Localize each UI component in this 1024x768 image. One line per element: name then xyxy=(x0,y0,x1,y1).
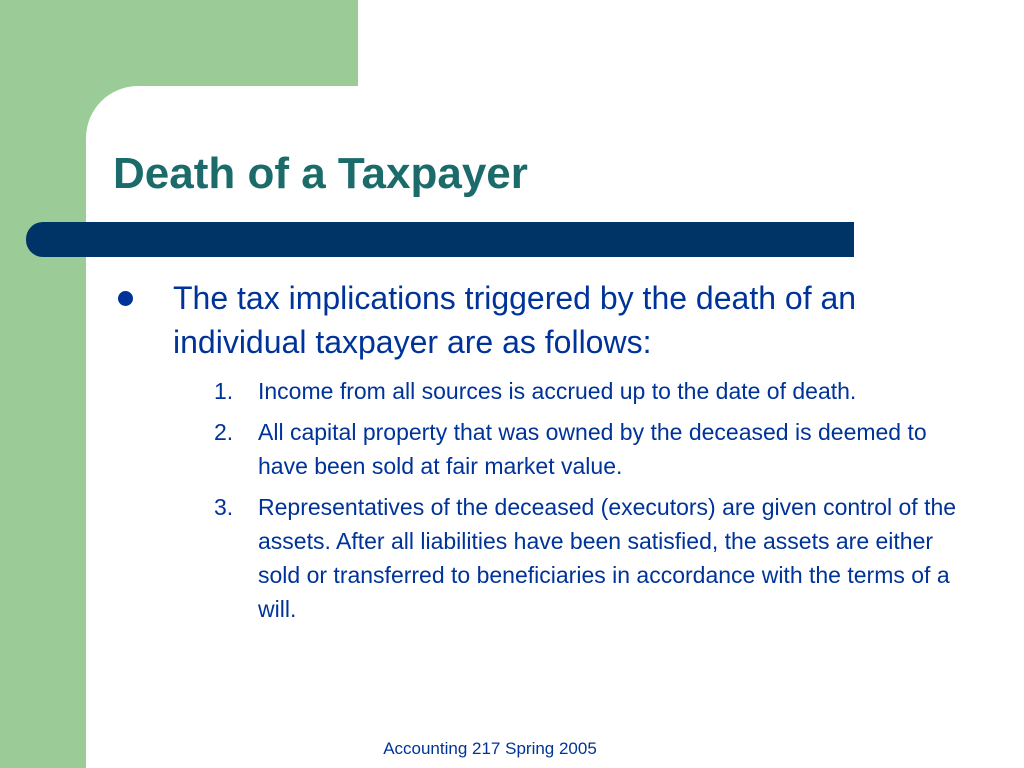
slide-title: Death of a Taxpayer xyxy=(113,149,528,198)
main-bullet-text: The tax implications triggered by the death of an individual taxpayer are as follows: xyxy=(173,280,857,360)
numbered-list xyxy=(214,374,964,633)
list-item-number: 2. xyxy=(214,419,234,445)
bullet-dot-icon xyxy=(118,291,133,306)
list-item xyxy=(214,415,964,483)
title-underline-bar xyxy=(26,222,854,257)
list-item-text: All capital property that was owned by the deceased is deemed to have been sold at fair market value. xyxy=(258,419,927,479)
list-item-number: 1. xyxy=(214,378,234,404)
list-item xyxy=(214,490,964,626)
list-item-text: Income from all sources is accrued up to the date of death. xyxy=(258,378,857,404)
list-item-text: Representatives of the deceased (executors) are given control of the assets. After all liabilities have been satisfied, the assets are either sold or transferred to beneficiaries in accordance with the terms of a will. xyxy=(258,494,957,622)
list-item xyxy=(214,374,964,408)
slide-footer: Accounting 217 Spring 2005 xyxy=(383,739,597,758)
list-item-number: 3. xyxy=(214,494,234,520)
